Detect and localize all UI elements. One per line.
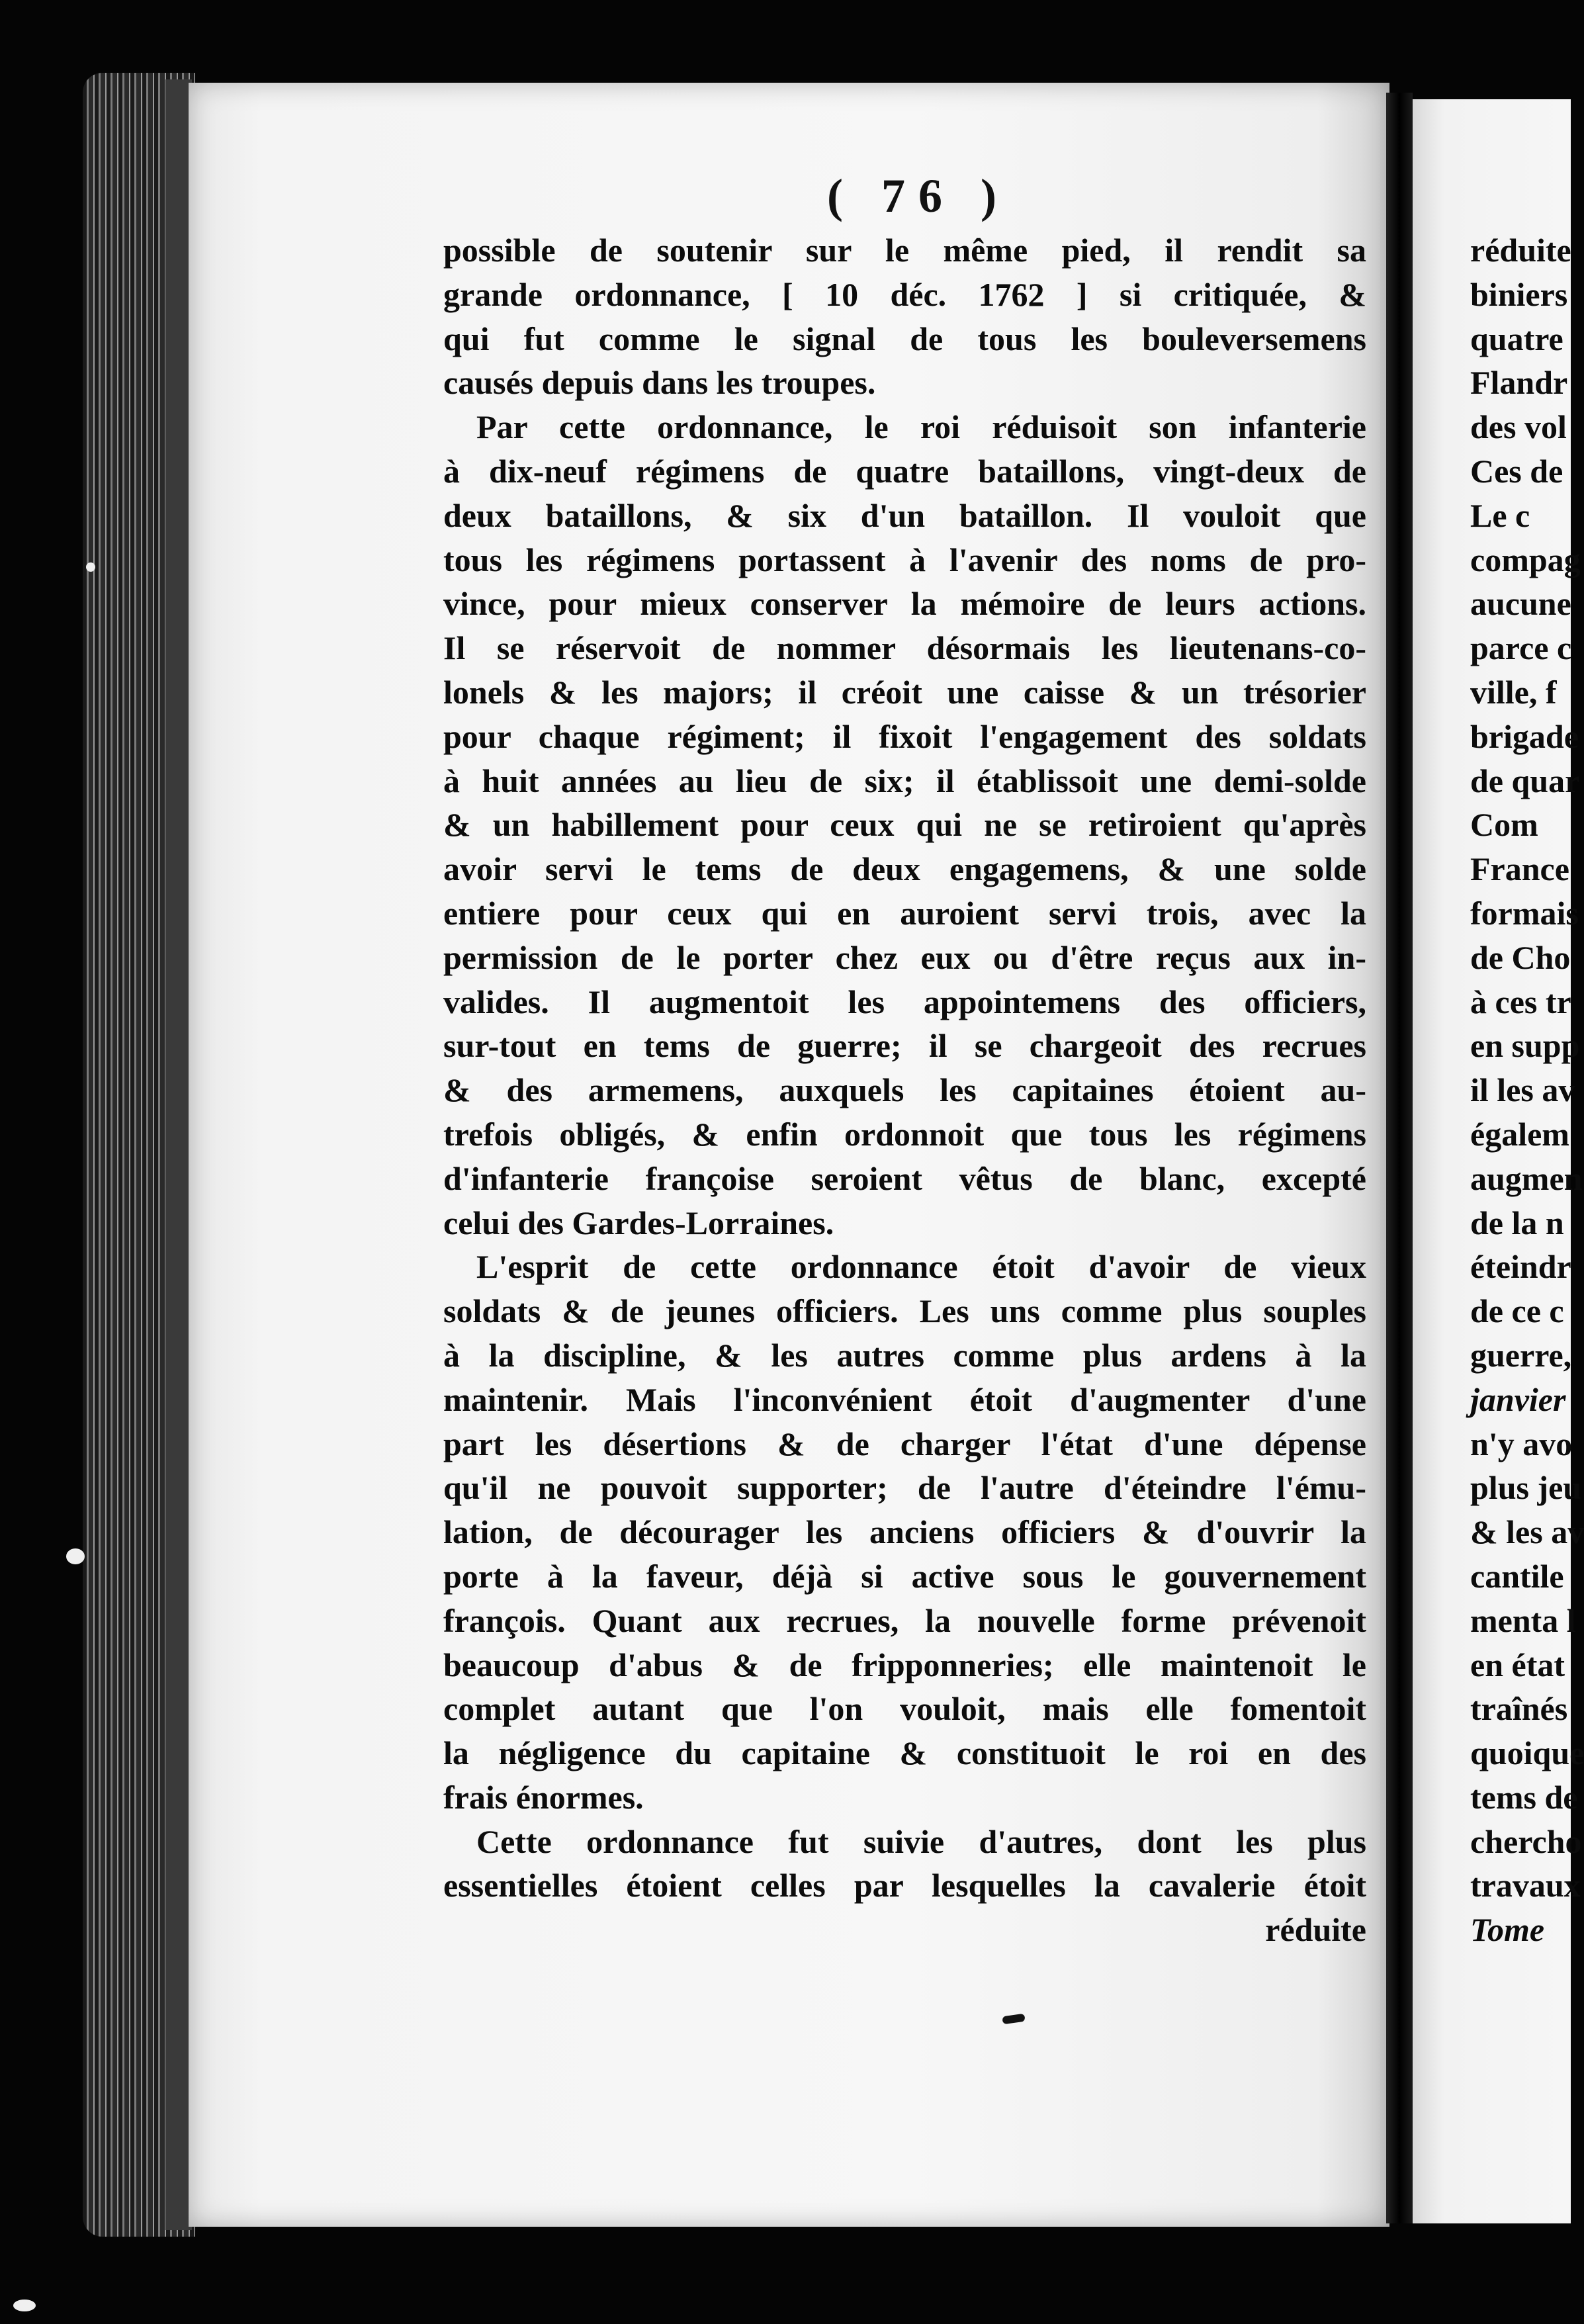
facing-text-line: ville, f [1470,673,1557,711]
text-line: vince, pour mieux conserver la mémoire de leurs actions. [443,585,1366,623]
text-line: permission de le porter chez eux ou d'être reçus aux in- [443,938,1366,976]
facing-text-line: à ces tr [1470,983,1571,1020]
facing-text-line: Tome [1470,1911,1545,1949]
text-line: qu'il ne pouvoit supporter; de l'autre d'éteindre l'ému- [443,1469,1366,1507]
text-line: & des armemens, auxquels les capitaines étoient au- [443,1071,1366,1109]
facing-text-line: Le c [1470,496,1530,534]
text-line: à la discipline, & les autres comme plus ardens à la [443,1336,1366,1374]
text-line: sur-tout en tems de guerre; il se chargeoit des recrues [443,1027,1366,1065]
text-line: L'esprit de cette ordonnance étoit d'avoir de vieux [476,1248,1366,1286]
text-line: porte à la faveur, déjà si active sous le gouvernement [443,1557,1366,1595]
facing-text-line: égalem [1470,1115,1569,1153]
facing-text-line: réduite [1470,232,1571,269]
scan-speck [13,2300,36,2311]
text-line: & un habillement pour ceux qui ne se retiroient qu'après [443,806,1366,844]
text-line: valides. Il augmentoit les appointemens des officiers, [443,983,1366,1020]
text-line: possible de soutenir sur le même pied, il rendit sa [443,232,1366,269]
facing-text-line: formais [1470,894,1579,932]
text-line: causés depuis dans les troupes. [443,364,876,402]
facing-page-text [1470,228,1584,1952]
scan-speck [66,1548,85,1564]
facing-text-line: Flandr [1470,364,1568,402]
facing-text-line: chercho [1470,1822,1582,1860]
text-line: soldats & de jeunes officiers. Les uns comme plus souples [443,1292,1366,1330]
facing-text-line: Ces de [1470,452,1563,490]
text-line: lation, de décourager les anciens officiers & d'ouvrir la [443,1513,1366,1551]
facing-text-line: traînés [1470,1690,1568,1728]
text-line: à dix-neuf régimens de quatre bataillons, vingt-deux de [443,452,1366,490]
facing-text-line: augmen [1470,1159,1583,1197]
facing-text-line: cantile [1470,1557,1564,1595]
text-line: à huit années au lieu de six; il établissoit une demi-solde [443,762,1366,799]
text-line: entiere pour ceux qui en auroient servi trois, avec la [443,894,1366,932]
facing-text-line: tems de [1470,1778,1578,1816]
facing-text-line: en état [1470,1646,1565,1683]
facing-text-line: brigade [1470,717,1579,755]
facing-text-line: & les av [1470,1513,1584,1551]
scan-speck [86,562,95,572]
text-line: pour chaque régiment; il fixoit l'engagement des soldats [443,717,1366,755]
text-line: frais énormes. [443,1778,644,1816]
facing-text-line: quatre [1470,320,1563,357]
text-line: avoir servi le tems de deux engagemens, & une solde [443,850,1366,888]
facing-text-line: des vol [1470,408,1567,446]
text-line: françois. Quant aux recrues, la nouvelle forme prévenoit [443,1601,1366,1639]
page-number: ( 76 ) [827,169,1010,222]
facing-text-line: de Cho [1470,938,1571,976]
facing-text-line: aucune [1470,585,1571,623]
facing-text-line: quoique [1470,1734,1584,1772]
facing-text-line: éteindr [1470,1248,1571,1286]
facing-text-line: France [1470,850,1569,888]
facing-text-line: guerre, [1470,1336,1572,1374]
text-line: tous les régimens portassent à l'avenir des noms de pro- [443,541,1366,578]
facing-text-line: de ce c [1470,1292,1564,1330]
text-line: celui des Gardes-Lorraines. [443,1204,834,1241]
book-edge-shadow [165,79,192,2230]
facing-text-line: parce c [1470,629,1572,667]
text-line: la négligence du capitaine & constituoit le roi en des [443,1734,1366,1772]
facing-text-line: compag [1470,541,1581,578]
main-text-body [443,228,1366,1952]
text-line: Cette ordonnance fut suivie d'autres, dont les plus [476,1822,1366,1860]
text-line: deux bataillons, & six d'un bataillon. Il vouloit que [443,496,1366,534]
text-line: qui fut comme le signal de tous les bouleversemens [443,320,1366,357]
book-gutter [1386,93,1413,2223]
facing-text-line: n'y avo [1470,1425,1573,1462]
text-line: grande ordonnance, [ 10 déc. 1762 ] si critiquée, & [443,275,1366,313]
text-line: réduite [1265,1911,1366,1949]
facing-text-line: de la n [1470,1204,1564,1241]
text-line: lonels & les majors; il créoit une caisse & un trésorier [443,673,1366,711]
facing-text-line: en supp [1470,1027,1580,1065]
facing-text-line: de quar [1470,762,1580,799]
facing-text-line: biniers [1470,275,1568,313]
text-line: d'infanterie françoise seroient vêtus de blanc, excepté [443,1159,1366,1197]
facing-text-line: travaux [1470,1867,1581,1904]
facing-text-line: il les av [1470,1071,1575,1109]
facing-text-line: janvier [1470,1380,1566,1418]
text-line: part les désertions & de charger l'état d'une dépense [443,1425,1366,1462]
text-line: beaucoup d'abus & de fripponneries; elle maintenoit le [443,1646,1366,1683]
facing-text-line: plus jeu [1470,1469,1582,1507]
facing-text-line: Com [1470,806,1538,844]
text-line: Il se réservoit de nommer désormais les lieutenans-co- [443,629,1366,667]
text-line: maintenir. Mais l'inconvénient étoit d'augmenter d'une [443,1380,1366,1418]
text-line: complet autant que l'on vouloit, mais elle fomentoit [443,1690,1366,1728]
text-line: essentielles étoient celles par lesquelles la cavalerie étoit [443,1867,1366,1904]
facing-text-line: menta l [1470,1601,1576,1639]
text-line: trefois obligés, & enfin ordonnoit que tous les régimens [443,1115,1366,1153]
text-line: Par cette ordonnance, le roi réduisoit son infanterie [476,408,1366,446]
